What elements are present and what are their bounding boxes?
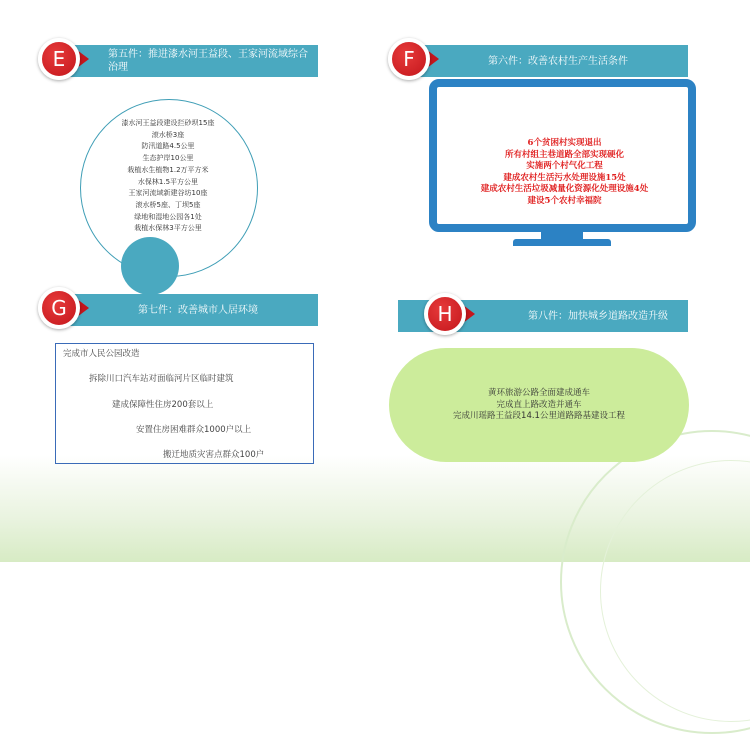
panel-f-banner xyxy=(398,45,688,77)
panel-f-list xyxy=(442,138,687,208)
list-item: 漆水河王益段建设拦砂坝15座 xyxy=(121,119,215,127)
list-item: 实施两个村气化工程 xyxy=(526,161,603,172)
list-item: 防汛道路4.5公里 xyxy=(141,142,195,151)
list-item: 建成保障性住房200套以上 xyxy=(112,400,214,410)
list-item: 完成直上路改造并通车 xyxy=(496,399,582,410)
list-item: 6个贫困村实现退出 xyxy=(527,138,602,148)
panel-g-badge: G xyxy=(38,287,80,329)
list-item: 水保林1.5平方公里 xyxy=(137,177,199,186)
list-item: 搬迁地质灾害点群众100户 xyxy=(163,450,265,460)
list-item: 滚水桥3座 xyxy=(151,130,185,139)
list-item: 绿地和湿地公园各1处 xyxy=(134,212,202,221)
panel-h-list xyxy=(389,388,689,423)
panel-g-title: 第七件：改善城市人居环境 xyxy=(138,304,258,316)
list-item: 建成农村生活垃圾减量化资源化处理设施4处 xyxy=(480,184,649,195)
list-item: 栽植水保林3平方公里 xyxy=(134,224,202,233)
panel-f-badge: F xyxy=(388,38,430,80)
list-item: 王家河流域新建谷坊10座 xyxy=(128,189,208,198)
panel-h-title: 第八件：加快城乡道路改造升级 xyxy=(528,310,668,322)
list-item: 建成农村生活污水处理设施15处 xyxy=(503,172,626,183)
panel-e-badge: E xyxy=(38,38,80,80)
list-item: 生态护岸10公里 xyxy=(142,154,194,163)
list-item: 滚水桥5座、丁坝5座 xyxy=(135,200,201,209)
list-item: 拆除川口汽车站对面临河片区临时建筑 xyxy=(89,374,234,384)
list-item: 完成川瑶路王益段14.1公里道路路基建设工程 xyxy=(453,411,625,421)
circle-knob xyxy=(121,237,179,295)
list-item: 栽植水生植物1.2万平方米 xyxy=(127,165,209,174)
list-item: 完成市人民公园改造 xyxy=(63,349,140,359)
panel-e-list xyxy=(84,118,252,235)
panel-f-title: 第六件：改善农村生产生活条件 xyxy=(488,55,628,67)
panel-e-title: 第五件：推进漆水河王益段、王家河流域综合治理 xyxy=(108,49,308,73)
list-item: 安置住房困难群众1000户以上 xyxy=(136,425,252,435)
list-item: 黄环旅游公路全面建成通车 xyxy=(487,388,590,398)
list-item: 建设5个农村幸福院 xyxy=(527,195,602,206)
list-item: 所有村组主巷道路全部实现硬化 xyxy=(504,149,624,160)
monitor-base xyxy=(513,239,611,246)
panel-h-badge: H xyxy=(424,293,466,335)
